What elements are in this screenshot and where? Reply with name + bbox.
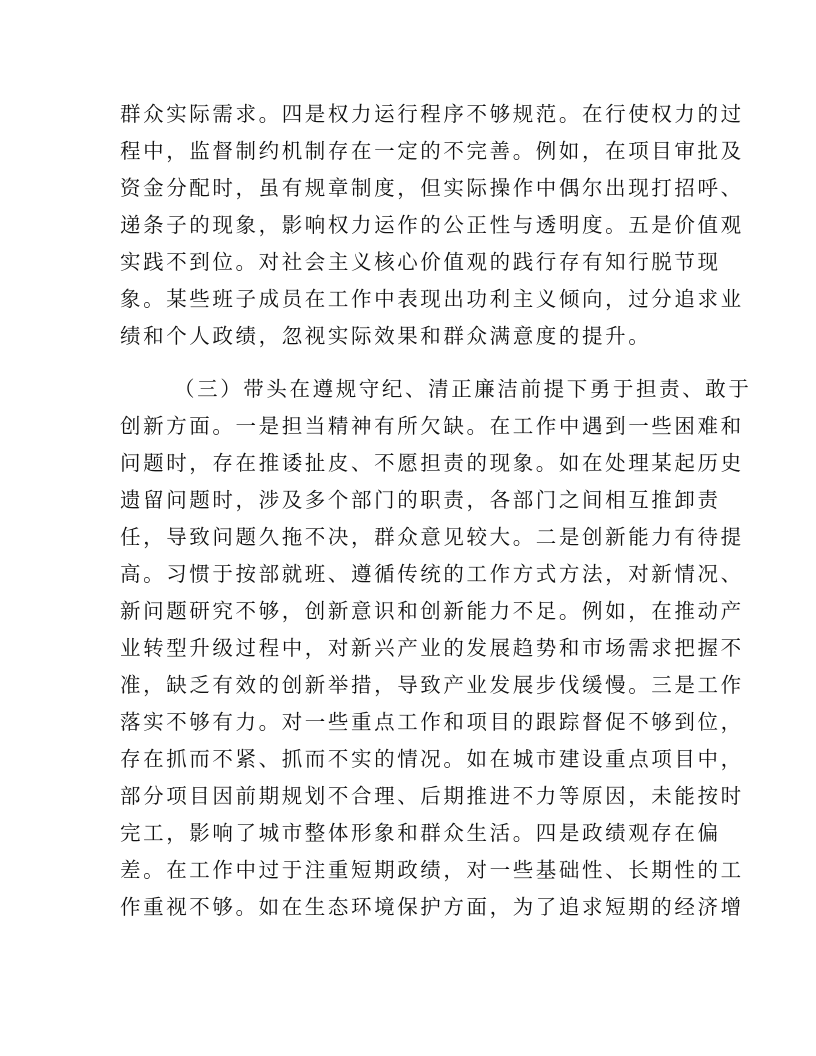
paragraph-spacer <box>120 355 700 371</box>
text-line: 差。在工作中过于注重短期政绩，对一些基础性、长期性的工 <box>120 858 744 882</box>
text-line: 准，缺乏有效的创新举措，导致产业发展步伐缓慢。三是工作 <box>120 673 744 697</box>
text-line: 部分项目因前期规划不合理、后期推进不力等原因，未能按时 <box>120 784 744 808</box>
text-line: 作重视不够。如在生态环境保护方面，为了追求短期的经济增 <box>120 895 744 919</box>
text-line: 绩和个人政绩，忽视实际效果和群众满意度的提升。 <box>120 324 652 348</box>
text-line: 群众实际需求。四是权力运行程序不够规范。在行使权力的过 <box>120 102 744 126</box>
text-line: 实践不到位。对社会主义核心价值观的践行存有知行脱节现 <box>120 250 721 274</box>
text-line: 遗留问题时，涉及多个部门的职责，各部门之间相互推卸责 <box>120 488 721 512</box>
text-line: 存在抓而不紧、抓而不实的情况。如在城市建设重点项目中， <box>120 747 744 771</box>
text-line: 任，导致问题久拖不决，群众意见较大。二是创新能力有待提 <box>120 525 744 549</box>
body-text <box>120 96 752 963</box>
paragraph-1 <box>120 96 744 355</box>
text-line: 问题时，存在推诿扯皮、不愿担责的现象。如在处理某起历史 <box>120 451 744 475</box>
text-line: 高。习惯于按部就班、遵循传统的工作方式方法，对新情况、 <box>120 562 744 586</box>
text-line: 创新方面。一是担当精神有所欠缺。在工作中遇到一些困难和 <box>120 414 744 438</box>
text-line: 新问题研究不够，创新意识和创新能力不足。例如，在推动产 <box>120 599 744 623</box>
text-line: 完工，影响了城市整体形象和群众生活。四是政绩观存在偏 <box>120 821 721 845</box>
text-line <box>120 926 700 963</box>
text-line: 象。某些班子成员在工作中表现出功利主义倾向，过分追求业 <box>120 287 744 311</box>
text-line: 递条子的现象，影响权力运作的公正性与透明度。五是价值观 <box>120 213 744 237</box>
text-line: 程中，监督制约机制存在一定的不完善。例如，在项目审批及 <box>120 139 744 163</box>
text-line: 资金分配时，虽有规章制度，但实际操作中偶尔出现打招呼、 <box>120 176 744 200</box>
section-heading-line: （三）带头在遵规守纪、清正廉洁前提下勇于担责、敢于 <box>174 377 752 401</box>
text-line: 业转型升级过程中，对新兴产业的发展趋势和市场需求把握不 <box>120 636 744 660</box>
paragraph-2 <box>120 371 752 963</box>
text-line: 落实不够有力。对一些重点工作和项目的跟踪督促不够到位， <box>120 710 744 734</box>
